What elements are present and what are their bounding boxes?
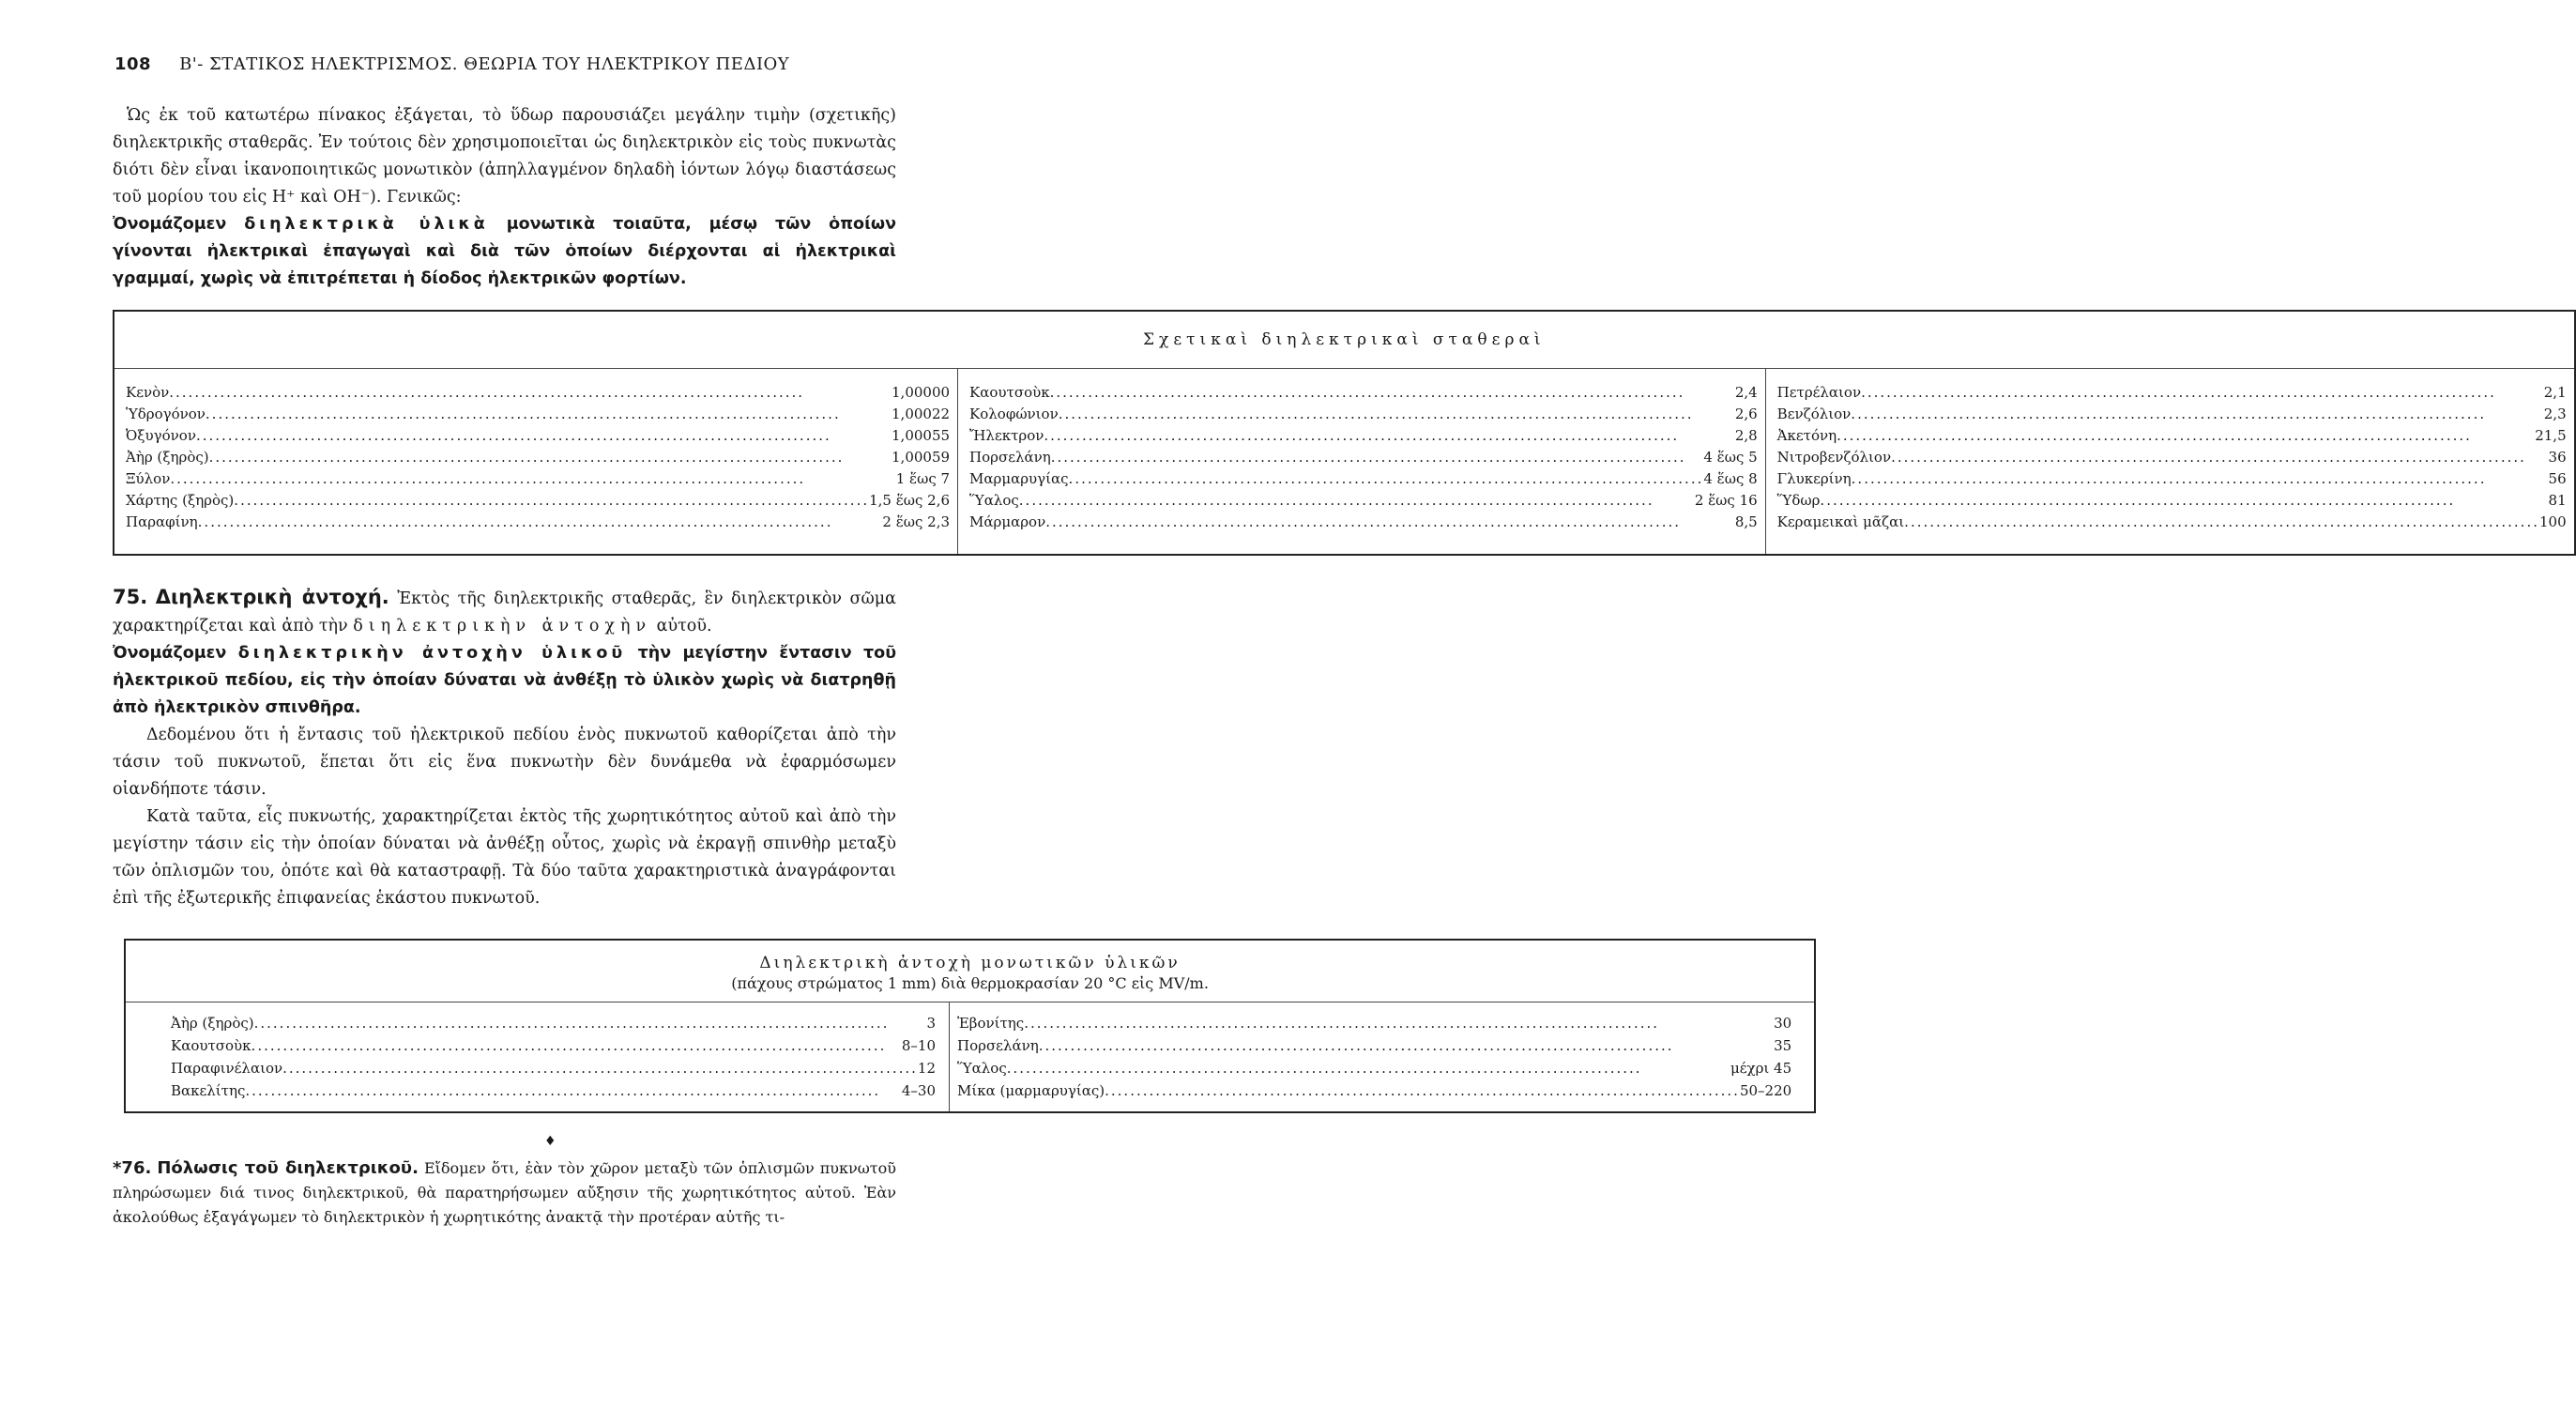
material-name: Ξύλον [126, 470, 171, 487]
material-value: 2,4 [1734, 384, 1758, 401]
table-row [126, 425, 950, 447]
material-name: Βακελίτης [171, 1082, 246, 1099]
table-row [969, 512, 1758, 533]
material-name: Κεραμεικαὶ μᾶζαι [1776, 513, 1905, 530]
section-title: Πόλωσις τοῦ διηλεκτρικοῦ. [157, 1158, 419, 1178]
intro-paragraph: Ὡς ἐκ τοῦ κατωτέρω πίνακος ἐξάγεται, τὸ ὕδωρ παρουσιάζει μεγάλην τιμὴν (σχετικῆς) διηλεκτρικῆς σταθερᾶς. Ἐν τούτοις δὲν χρησιμοποιεῖται ὡς διηλεκτρικὸν εἰς τοὺς πυκνωτὰς διότι δὲν εἶναι ἱκανοποιητικῶς μονωτικὸν (ἀπηλλαγμένον δηλαδὴ ἰόντων λόγῳ διαστάσεως τοῦ μορίου του εἰς H⁺ καὶ OH⁻). Γενικῶς: [113, 106, 896, 207]
table-row [171, 1079, 936, 1102]
material-value: 8–10 [901, 1037, 937, 1054]
table-row [957, 1012, 1791, 1034]
material-value: 4 ἕως 5 [1703, 449, 1758, 466]
material-name: Ὑδρογόνον [126, 406, 206, 422]
material-value: 50–220 [1739, 1082, 1792, 1099]
table-row [969, 382, 1758, 404]
table-row [126, 382, 950, 404]
material-name: Κολοφώνιον [969, 406, 1059, 422]
material-value: 21,5 [2535, 427, 2567, 444]
material-value: 56 [2548, 470, 2567, 487]
material-name: Μαρμαρυγίας [969, 470, 1069, 487]
definition-term: διηλεκτρικὰ ὑλικὰ [244, 215, 489, 234]
material-name: Νιτροβενζόλιον [1776, 449, 1892, 466]
definition-rest: μονωτικὰ τοιαῦτα, μέσῳ τῶν ὁποίων γίνονται ἠλεκτρικαὶ ἐπαγωγαὶ καὶ διὰ τῶν ὁποίων διέρχονται αἱ ἠλεκτρικαὶ γραμμαί, χωρὶς νὰ ἐπιτρέπεται ἡ δίοδος ἠλεκτρικῶν φορτίων. [113, 215, 897, 288]
material-name: Κενὸν [126, 384, 170, 401]
table-row [126, 490, 950, 512]
material-name: Πορσελάνη [957, 1037, 1039, 1054]
table-row [1777, 447, 2567, 468]
material-name: Πορσελάνη [969, 449, 1051, 466]
material-name: Ἤλεκτρον [969, 427, 1044, 444]
material-value: 2,1 [2543, 384, 2567, 401]
table-row [957, 1057, 1791, 1079]
table-row [957, 1034, 1791, 1057]
section-76-text: Εἴδομεν ὅτι, ἐὰν τὸν χῶρον μεταξὺ τῶν ὁπλισμῶν πυκνωτοῦ πληρώσωμεν διά τινος διηλεκτρικοῦ, θὰ παρατηρήσωμεν αὔξησιν τῆς χωρητικότητος αὐτοῦ. Ἐὰν ἀκολούθως ἐξαγάγωμεν τὸ διηλεκτρικὸν ἡ χωρητικότης ἀνακτᾷ τὴν προτέραν αὐτῆς τι- [113, 1159, 897, 1226]
material-value: 2,6 [1734, 406, 1758, 422]
material-value: 81 [2548, 492, 2567, 509]
material-name: Μίκα (μαρμαρυγίας) [957, 1082, 1105, 1099]
table-row [969, 447, 1758, 468]
material-name: Ἐβονίτης [957, 1015, 1025, 1032]
material-value: 1,00059 [892, 449, 951, 466]
material-name: Ὕδωρ [1776, 492, 1821, 509]
table-column [125, 1002, 950, 1113]
table-row [957, 1079, 1791, 1102]
material-name: Παραφίνη [126, 513, 198, 530]
table-row [126, 512, 950, 533]
definition-start: Ὀνομάζομεν [113, 644, 227, 663]
material-name: Ὕαλος [969, 492, 1019, 509]
material-value: 1,5 ἕως 2,6 [869, 492, 951, 509]
material-value: 1,00000 [892, 384, 951, 401]
material-value: 1 ἕως 7 [895, 470, 951, 487]
material-value: 3 [926, 1015, 937, 1032]
material-name: Ἀὴρ (ξηρὸς) [171, 1015, 254, 1032]
dielectric-constants-table [113, 310, 2576, 556]
table-row [1777, 404, 2567, 425]
material-name: Καουτσοὺκ [969, 384, 1050, 401]
definition-strength [113, 640, 896, 722]
material-value: 35 [1774, 1037, 1792, 1054]
table-row [969, 404, 1758, 425]
section-number: *76. [113, 1158, 152, 1178]
table-row [171, 1034, 936, 1057]
table-row [969, 490, 1758, 512]
dielectric-strength-table [124, 939, 1816, 1113]
material-value: 12 [917, 1060, 937, 1077]
material-name: Χάρτης (ξηρὸς) [126, 492, 235, 509]
section-number: 75. [113, 586, 148, 608]
material-name: Βενζόλιον [1776, 406, 1852, 422]
table-row [126, 447, 950, 468]
table-column [950, 1002, 1816, 1113]
section-75-paragraph-2: Κατὰ ταῦτα, εἷς πυκνωτής, χαρακτηρίζεται ἐκτὸς τῆς χωρητικότητος αὐτοῦ καὶ ἀπὸ τὴν μεγίστην τάσιν εἰς τὴν ὁποίαν δύναται νὰ ἀνθέξῃ οὗτος, χωρὶς νὰ ἐκραγῇ σπινθὴρ μεταξὺ τῶν ὁπλισμῶν του, ὁπότε καὶ θὰ καταστραφῇ. Τὰ δύο ταῦτα χαρακτηριστικὰ ἀναγράφονται ἐπὶ τῆς ἐξωτερικῆς ἐπιφανείας ἑκάστου πυκνωτοῦ. [113, 807, 896, 908]
material-value: 8,5 [1734, 513, 1758, 530]
section-75-paragraph-1: Δεδομένου ὅτι ἡ ἔντασις τοῦ ἠλεκτρικοῦ πεδίου ἑνὸς πυκνωτοῦ καθορίζεται ἀπὸ τὴν τάσιν τοῦ πυκνωτοῦ, ἕπεται ὅτι εἰς ἕνα πυκνωτὴν δὲν δυνάμεθα νὰ ἐφαρμόσωμεν οἱανδήποτε τάσιν. [113, 726, 896, 799]
page [113, 54, 2567, 1230]
table-column [958, 369, 1766, 556]
material-value: 30 [1774, 1015, 1792, 1032]
definition-term: διηλεκτρικὴν ἀντοχὴν ὑλικοῦ [237, 644, 627, 663]
table-row [969, 468, 1758, 490]
table-row [126, 468, 950, 490]
table-row [1777, 512, 2567, 533]
running-title: Β'- ΣΤΑΤΙΚΟΣ ΗΛΕΚΤΡΙΣΜΟΣ. ΘΕΩΡΙΑ ΤΟΥ ΗΛΕΚΤΡΙΚΟΥ ΠΕΔΙΟΥ [179, 54, 790, 74]
table-row [1777, 382, 2567, 404]
section-76 [113, 1156, 896, 1230]
page-header [113, 54, 896, 74]
table-column [114, 369, 958, 556]
page-number: 108 [114, 54, 152, 74]
table-subcaption: (πάχους στρώματος 1 mm) διὰ θερμοκρασίαν 20 °C εἰς MV/m. [125, 973, 1815, 1002]
section-lead-term: διηλεκτρικὴν ἀντοχὴν [353, 617, 652, 635]
table-row [171, 1057, 936, 1079]
material-value: 4–30 [901, 1082, 937, 1099]
material-value: 2,3 [2543, 406, 2567, 422]
material-value: 100 [2538, 513, 2567, 530]
material-value: 4 ἕως 8 [1703, 470, 1758, 487]
material-name: Ἀκετόνη [1776, 427, 1837, 444]
material-value: 2 ἕως 16 [1694, 492, 1758, 509]
material-name: Ὀξυγόνον [126, 427, 196, 444]
section-title: Διηλεκτρικὴ ἀντοχή. [155, 586, 389, 608]
separator-ornament: ♦ [544, 1134, 556, 1149]
section-lead-b: αὐτοῦ. [656, 617, 712, 635]
material-value: 36 [2548, 449, 2567, 466]
section-75-lead [113, 584, 896, 640]
material-value: 1,00055 [892, 427, 951, 444]
table-row [126, 404, 950, 425]
material-name: Μάρμαρον [969, 513, 1046, 530]
table-row [969, 425, 1758, 447]
table-caption: Σχετικαὶ διηλεκτρικαὶ σταθεραὶ [114, 311, 2575, 369]
section-lead-a: Ἐκτὸς τῆς διηλεκτρικῆς σταθερᾶς, ἓν διηλεκτρικὸν σῶμα χαρακτηρίζεται καὶ ἀπὸ τὴν [113, 589, 896, 635]
material-name: Πετρέλαιον [1776, 384, 1862, 401]
table-row [171, 1012, 936, 1034]
material-value: 1,00022 [892, 406, 951, 422]
table-row [1777, 490, 2567, 512]
table-row [1777, 468, 2567, 490]
table-column [1765, 369, 2574, 556]
material-name: Γλυκερίνη [1776, 470, 1852, 487]
material-value: 2 ἕως 2,3 [882, 513, 951, 530]
table-caption: Διηλεκτρικὴ ἀντοχὴ μονωτικῶν ὑλικῶν [759, 954, 1181, 972]
material-name: Ὕαλος [957, 1060, 1007, 1077]
material-name: Ἀὴρ (ξηρὸς) [126, 449, 209, 466]
material-value: 2,8 [1734, 427, 1758, 444]
table-row [1777, 425, 2567, 447]
definition-dielectric [113, 211, 896, 293]
definition-start: Ὀνομάζομεν [113, 215, 227, 234]
material-name: Καουτσοὺκ [171, 1037, 252, 1054]
definition-rest: τὴν μεγίστην ἔντασιν τοῦ ἠλεκτρικοῦ πεδίου, εἰς τὴν ὁποίαν δύναται νὰ ἀνθέξῃ τὸ ὑλικὸν χωρὶς νὰ διατρηθῇ ἀπὸ ἠλεκτρικὸν σπινθῆρα. [113, 644, 897, 717]
section-75 [113, 584, 896, 912]
material-name: Παραφινέλαιον [171, 1060, 283, 1077]
material-value: μέχρι 45 [1730, 1060, 1792, 1077]
